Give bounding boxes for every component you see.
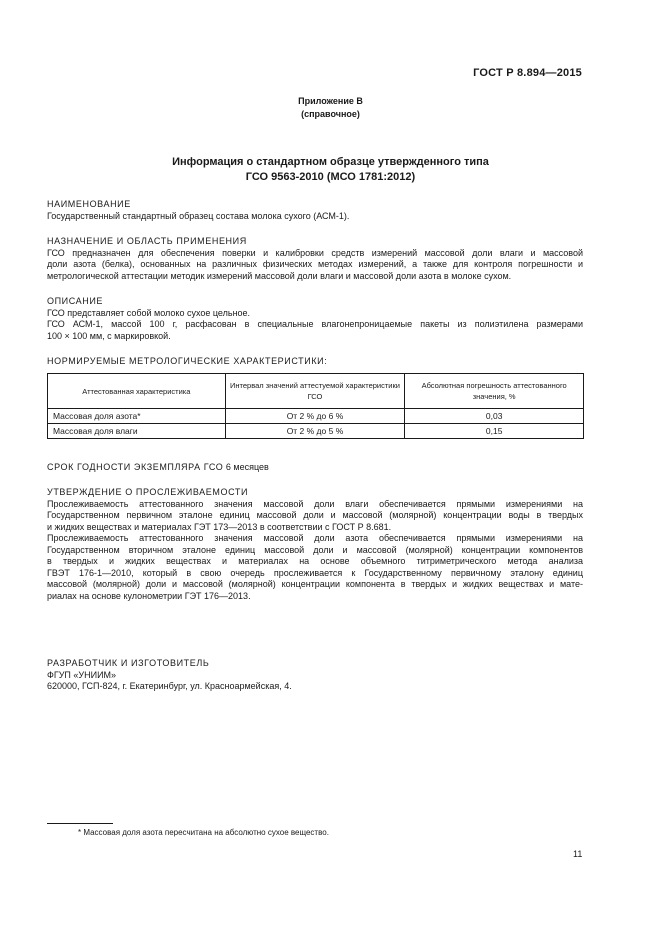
- name-text: Государственный стандартный образец состава молока сухого (АСМ-1).: [47, 210, 350, 221]
- description-heading: ОПИСАНИЕ: [47, 296, 104, 306]
- traceability-section: [47, 487, 583, 602]
- document-title-line1: Информация о стандартном образце утвержденного типа: [172, 156, 489, 168]
- traceability-heading: УТВЕРЖДЕНИЕ О ПРОСЛЕЖИВАЕМОСТИ: [47, 487, 249, 497]
- purpose-section: [47, 236, 583, 282]
- traceability-line: и жидких веществах и материалах ГЭТ 173—2013 в соответствии с ГОСТ Р 8.681.: [47, 521, 392, 532]
- shelf-life-value: 6 месяцев: [225, 462, 269, 472]
- traceability-line: Прослеживаемость аттестованного значения массовой доли влаги обеспечивается прямыми измерениями на: [47, 498, 583, 509]
- purpose-line: метрологической аттестации методик измерений массовой доли влаги и массовой доли азота в молоке сухом.: [47, 270, 512, 281]
- error-cell: 0,03: [405, 409, 584, 424]
- traceability-line: в твердых и жидких веществах и материалах на основе объемного титриметрического метода анализа: [47, 556, 583, 566]
- traceability-line: Государственном вторичном эталоне единиц массовой доли и массовой (молярной) концентрации компонентов: [47, 544, 583, 555]
- developer-org: ФГУП «УНИИМ»: [47, 669, 117, 680]
- metrology-heading: НОРМИРУЕМЫЕ МЕТРОЛОГИЧЕСКИЕ ХАРАКТЕРИСТИКИ:: [47, 356, 328, 366]
- name-section: [47, 199, 583, 222]
- footnote-divider: [47, 823, 113, 824]
- shelf-life-heading: СРОК ГОДНОСТИ ЭКЗЕМПЛЯРА ГСО: [47, 462, 224, 472]
- page-number: 11: [573, 849, 583, 859]
- footnote: * Массовая доля азота пересчитана на абсолютно сухое вещество.: [78, 828, 329, 837]
- description-line: ГСО АСМ-1, массой 100 г, расфасован в специальные влагонепроницаемые пакеты из полиэтилена размерами: [47, 319, 583, 329]
- table-row: [48, 424, 584, 439]
- table-header-row: [48, 374, 584, 409]
- error-cell: 0,15: [405, 424, 584, 439]
- description-section: [47, 296, 583, 342]
- traceability-line: массовой (молярной) доли и массовой (молярной) концентрации компонента в твердых и жидких веществах и мате-: [47, 579, 583, 589]
- shelf-life: [47, 462, 583, 474]
- column-header: Интервал значений аттестуемой характеристики ГСО: [225, 374, 405, 409]
- developer-section: [47, 658, 583, 693]
- traceability-line: ГВЭТ 176-1—2010, который в свою очередь прослеживается к Государственному первичному эталону единиц: [47, 567, 583, 578]
- interval-cell: От 2 % до 6 %: [225, 409, 405, 424]
- developer-heading: РАЗРАБОТЧИК И ИЗГОТОВИТЕЛЬ: [47, 658, 210, 668]
- name-heading: НАИМЕНОВАНИЕ: [47, 199, 131, 209]
- traceability-line: риалах на основе кулонометрии ГЭТ 176—2013.: [47, 590, 251, 601]
- developer-address: 620000, ГСП-824, г. Екатеринбург, ул. Красноармейская, 4.: [47, 681, 292, 691]
- standard-number: ГОСТ Р 8.894—2015: [473, 67, 582, 79]
- traceability-line: Прослеживаемость аттестованного значения массовой доли азота обеспечивается прямыми измерениями на: [47, 533, 583, 543]
- annex-title: Приложение В: [298, 96, 363, 106]
- characteristic-cell: Массовая доля влаги: [48, 424, 226, 439]
- purpose-line: ГСО предназначен для обеспечения поверки и калибровки средств измерений массовой доли влаги и массовой: [47, 247, 583, 258]
- description-line: ГСО представляет собой молоко сухое цельное.: [47, 307, 251, 318]
- column-header: Абсолютная погрешность аттестованного значения, %: [405, 374, 584, 409]
- table-row: [48, 409, 584, 424]
- characteristics-table: [47, 373, 584, 439]
- annex-type: (справочное): [301, 109, 360, 119]
- purpose-line: доли азота (белка), основанных на различных физических методах измерений, а также для контроля погрешности и: [47, 259, 583, 269]
- characteristic-cell: Массовая доля азота*: [48, 409, 226, 424]
- interval-cell: От 2 % до 5 %: [225, 424, 405, 439]
- column-header: Аттестованная характеристика: [48, 374, 226, 409]
- purpose-heading: НАЗНАЧЕНИЕ И ОБЛАСТЬ ПРИМЕНЕНИЯ: [47, 236, 247, 246]
- traceability-line: Государственном первичном эталоне единиц массовой доли и массовой (молярной) концентрации воды в твердых: [47, 510, 583, 520]
- description-line: 100 × 100 мм, с маркировкой.: [47, 330, 171, 341]
- document-title-line2: ГСО 9563-2010 (МСО 1781:2012): [245, 171, 416, 183]
